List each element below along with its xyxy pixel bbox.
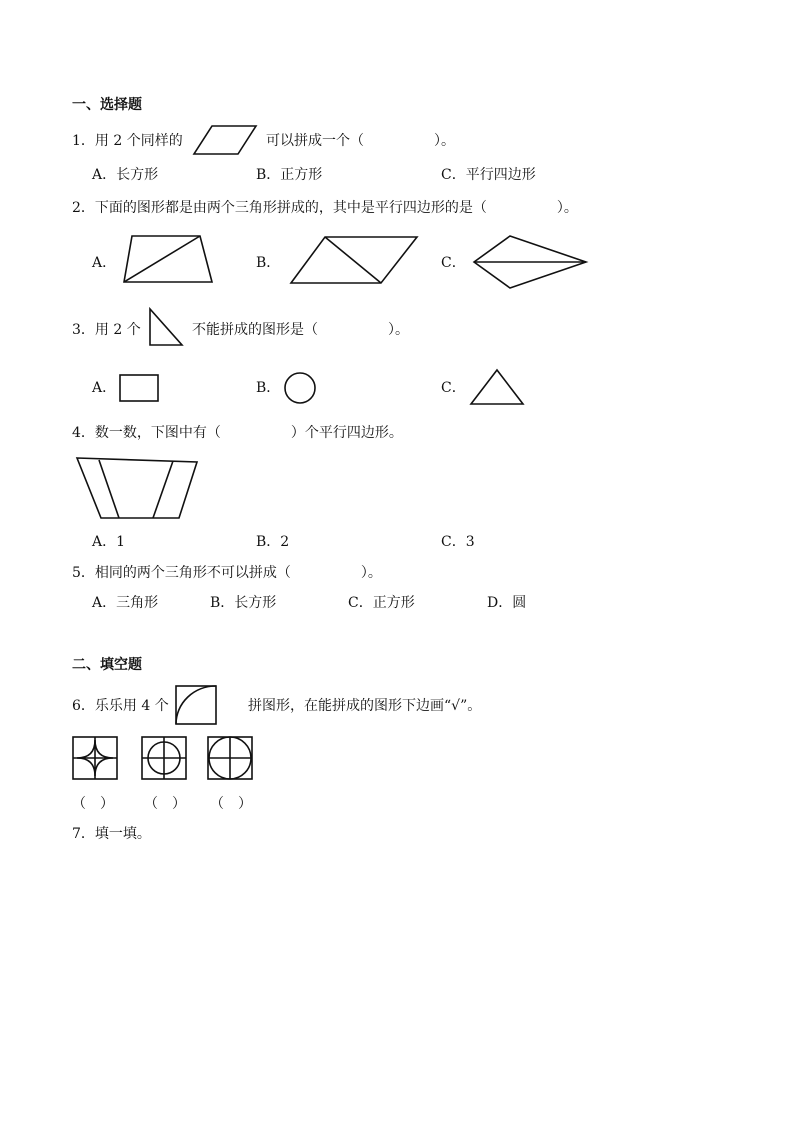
- q2-option-a[interactable]: A．: [92, 255, 117, 271]
- circle-cross-tile-figure: [140, 735, 188, 781]
- circle-figure: [283, 371, 317, 405]
- q4-option-a[interactable]: A．1: [92, 534, 126, 550]
- q4-option-b[interactable]: B．2: [256, 534, 290, 550]
- q1-option-c[interactable]: C．平行四边形: [441, 167, 536, 183]
- q2-option-b[interactable]: B．: [256, 255, 281, 271]
- parallelogram-count-figure: [75, 456, 199, 520]
- q3-option-b[interactable]: B．: [256, 380, 281, 396]
- parallelogram-figure: [192, 124, 260, 156]
- q6-text-after: 拼图形，在能拼成的图形下边画“√”。: [248, 698, 482, 714]
- q6-answer-blank-3[interactable]: （ ）: [210, 796, 252, 812]
- q2-option-c[interactable]: C．: [441, 255, 466, 271]
- q5-option-c[interactable]: C．正方形: [348, 595, 415, 611]
- triangle-figure: [469, 368, 525, 406]
- q5-option-d[interactable]: D．圆: [487, 595, 527, 611]
- q5-option-b[interactable]: B．长方形: [210, 595, 277, 611]
- q3-text-before: 3．用 2 个: [72, 322, 141, 338]
- q4-text: 4．数一数，下图中有（ ）个平行四边形。: [72, 425, 403, 441]
- q6-answer-blank-2[interactable]: （ ）: [144, 796, 186, 812]
- rectangle-figure: [118, 373, 160, 403]
- q3-text-after: 不能拼成的图形是（ ）。: [192, 322, 409, 338]
- q3-option-a[interactable]: A．: [92, 380, 117, 396]
- q5-text: 5．相同的两个三角形不可以拼成（ ）。: [72, 565, 382, 581]
- q6-answer-blank-1[interactable]: （ ）: [72, 796, 114, 812]
- section-title-choice: 一、选择题: [72, 97, 142, 113]
- kite-split-figure: [472, 234, 588, 290]
- q1-option-a[interactable]: A．长方形: [92, 167, 159, 183]
- trapezoid-split-figure: [122, 234, 214, 284]
- q5-option-a[interactable]: A．三角形: [92, 595, 159, 611]
- quarter-arc-tile-figure: [174, 684, 218, 726]
- star-tile-figure: [71, 735, 119, 781]
- q3-option-c[interactable]: C．: [441, 380, 466, 396]
- q1-option-b[interactable]: B．正方形: [256, 167, 323, 183]
- section-title-fill: 二、填空题: [72, 657, 142, 673]
- right-triangle-figure: [148, 307, 184, 347]
- circle-quarters-tile-figure: [206, 735, 254, 781]
- q7-text: 7．填一填。: [72, 826, 151, 842]
- q6-text-before: 6．乐乐用 4 个: [72, 698, 169, 714]
- q1-text-before: 1．用 2 个同样的: [72, 133, 183, 149]
- parallelogram-split-figure: [289, 235, 419, 285]
- q2-text: 2．下面的图形都是由两个三角形拼成的，其中是平行四边形的是（ ）。: [72, 200, 578, 216]
- q4-option-c[interactable]: C．3: [441, 534, 475, 550]
- q1-text-after: 可以拼成一个（ ）。: [266, 133, 455, 149]
